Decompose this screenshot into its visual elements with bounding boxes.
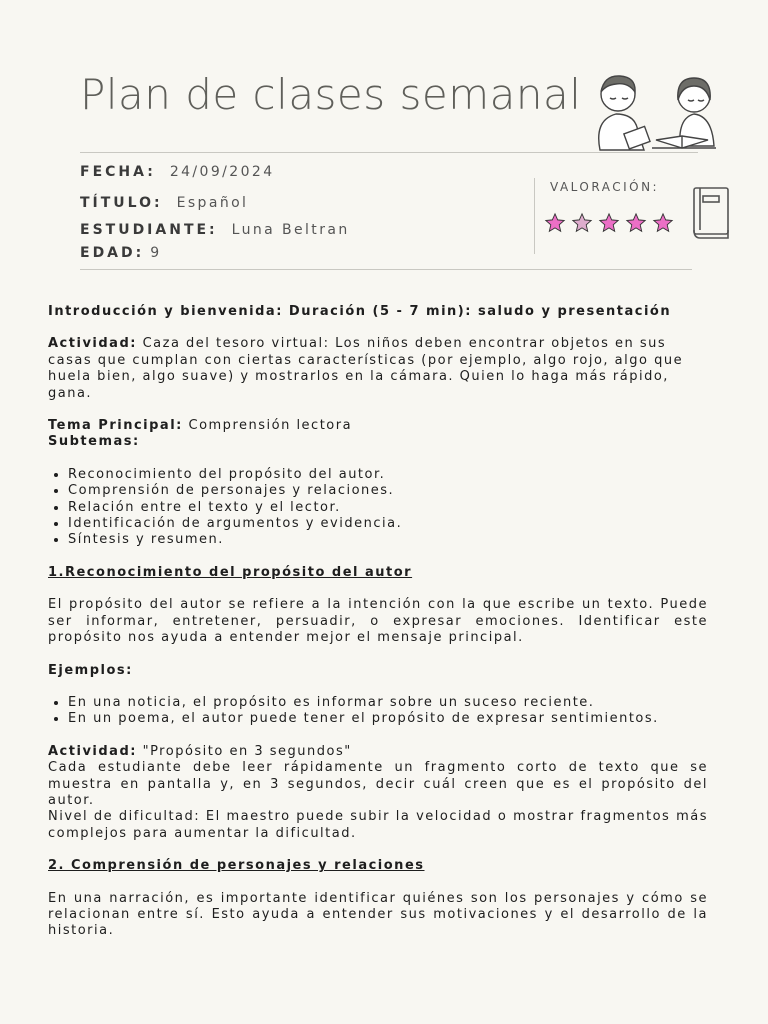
- list-item: • Identificación de argumentos y evidencia.: [68, 516, 708, 532]
- list-item: • En un poema, el autor puede tener el propósito de expresar sentimientos.: [68, 711, 708, 727]
- subtemas-list: [48, 467, 708, 549]
- fecha-label: FECHA:: [80, 164, 156, 180]
- titulo-value: Español: [176, 195, 249, 211]
- section1-heading: 1.Reconocimiento del propósito del autor: [48, 564, 413, 580]
- section1-paragraph: El propósito del autor se refiere a la intención con la que escribe un texto. Puede ser informar, entretener, persuadir, o expresar emociones. Identificar este propósito nos ayuda a entender mejor el mensaje principal.: [48, 597, 708, 646]
- estudiante-value: Luna Beltran: [231, 222, 350, 238]
- ejemplos-label: Ejemplos:: [48, 662, 133, 678]
- list-item: • Relación entre el texto y el lector.: [68, 500, 708, 516]
- list-item: • Comprensión de personajes y relaciones.: [68, 483, 708, 499]
- children-reading-illustration: [586, 70, 726, 154]
- titulo-label: TÍTULO:: [80, 195, 163, 211]
- edad-value: 9: [150, 245, 162, 261]
- book-icon: [690, 186, 732, 240]
- section2-heading: 2. Comprensión de personajes y relaciones: [48, 858, 425, 874]
- star-filled-icon: [598, 212, 620, 234]
- header-divider: [80, 152, 698, 153]
- rating-stars: [544, 212, 674, 234]
- page-title: Plan de clases semanal: [80, 70, 582, 119]
- star-filled-icon: [544, 212, 566, 234]
- estudiante-row: [80, 222, 350, 238]
- rating-divider: [534, 178, 535, 254]
- ejemplos-list: [48, 695, 708, 728]
- fecha-value: 24/09/2024: [169, 164, 275, 180]
- valoracion-label: VALORACIÓN:: [550, 180, 660, 194]
- edad-row: [80, 245, 162, 261]
- subtemas-label: Subtemas:: [48, 434, 140, 450]
- fecha-row: [80, 164, 275, 180]
- edad-label: EDAD:: [80, 245, 145, 261]
- meta-divider: [80, 269, 692, 270]
- tema-principal: Tema Principal: Comprensión lectora: [48, 418, 353, 434]
- estudiante-label: ESTUDIANTE:: [80, 222, 218, 238]
- section1-activity-desc: Cada estudiante debe leer rápidamente un fragmento corto de texto que se muestra en pantalla y, en 3 segundos, decir cuál creen que es el propósito del autor.: [48, 760, 708, 808]
- star-empty-icon: [571, 212, 593, 234]
- list-item: • Síntesis y resumen.: [68, 532, 708, 548]
- intro-heading: Introducción y bienvenida: Duración (5 - 7 min): saludo y presentación: [48, 304, 672, 319]
- titulo-row: [80, 195, 248, 211]
- section1-activity: Actividad: "Propósito en 3 segundos": [48, 743, 352, 759]
- list-item: • Reconocimiento del propósito del autor.: [68, 467, 708, 483]
- star-filled-icon: [652, 212, 674, 234]
- intro-activity: Actividad: Caza del tesoro virtual: Los niños deben encontrar objetos en sus casas que cumplan con ciertas características (por ejemplo, algo rojo, algo que huela bien, algo suave) y mostrarlos en la cámara. Quien lo haga más rápido, gana.: [48, 336, 684, 401]
- lesson-content: [48, 304, 708, 940]
- section1-difficulty: Nivel de dificultad: El maestro puede subir la velocidad o mostrar fragmentos más complejos para aumentar la dificultad.: [48, 809, 708, 841]
- list-item: • En una noticia, el propósito es informar sobre un suceso reciente.: [68, 695, 708, 711]
- section2-paragraph: En una narración, es importante identificar quiénes son los personajes y cómo se relacionan entre sí. Esto ayuda a entender sus motivaciones y el desarrollo de la historia.: [48, 890, 708, 939]
- star-filled-icon: [625, 212, 647, 234]
